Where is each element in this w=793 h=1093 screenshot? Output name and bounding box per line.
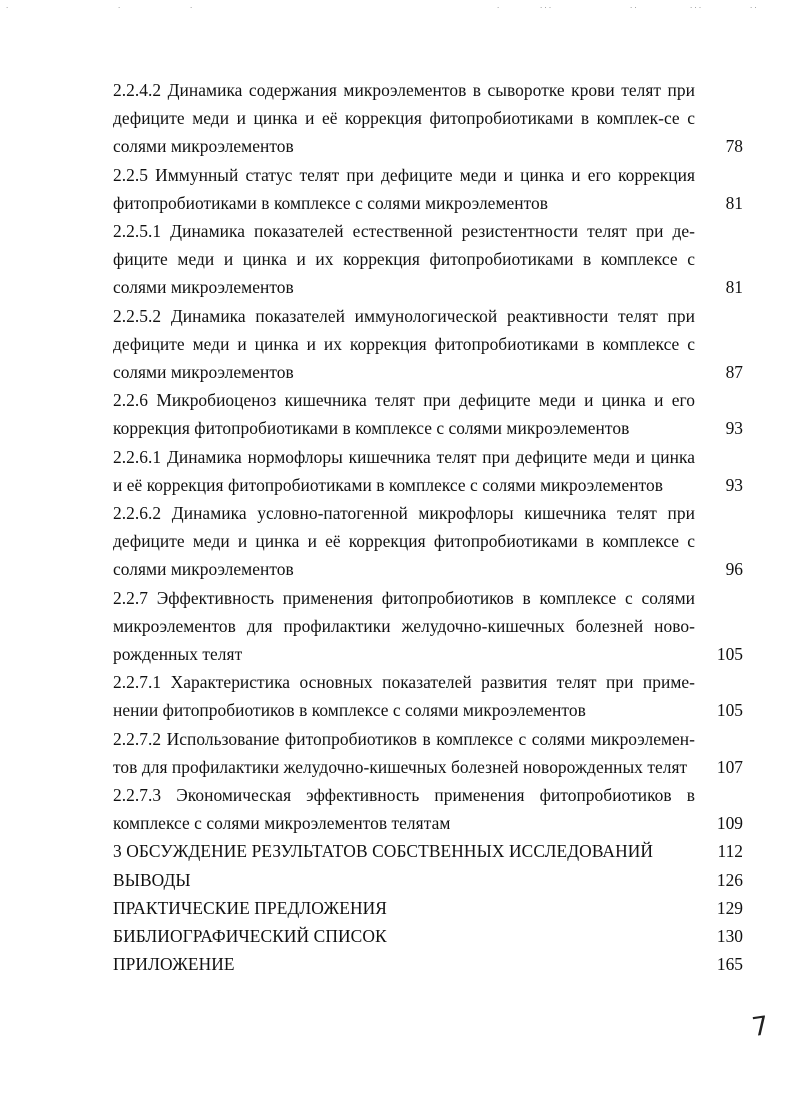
toc-entry-title: 2.2.6.1 Динамика нормофлоры кишечника телят при дефиците меди и цинка и её коррекция фитопробиотиками в комплексе с солями микроэлементов — [113, 446, 695, 495]
toc-entry-page: 81 — [725, 192, 743, 213]
toc-entry-title: 2.2.7.2 Использование фитопробиотиков в комплексе с солями микроэлемен-тов для профилактики желудочно-кишечных болезней новорожденных телят — [113, 728, 695, 777]
scan-dot: · — [6, 4, 9, 12]
toc-entry-page: 105 — [716, 644, 743, 665]
toc-entry[interactable] — [113, 386, 743, 442]
toc-entry-title: ПРАКТИЧЕСКИЕ ПРЕДЛОЖЕНИЯ — [113, 897, 387, 918]
toc-entry[interactable] — [113, 499, 743, 584]
toc-entry-page: 87 — [725, 362, 743, 383]
toc-entry-page: 107 — [716, 756, 743, 777]
toc-entry[interactable] — [113, 217, 743, 302]
toc-entry-title: 2.2.7.3 Экономическая эффективность применения фитопробиотиков в комплексе с солями микроэлементов телятам — [113, 785, 695, 834]
scan-dot: · — [497, 4, 500, 12]
toc-entry-page: 93 — [725, 474, 743, 495]
toc-entry[interactable] — [113, 894, 743, 922]
toc-entry-title: 2.2.5.2 Динамика показателей иммунологической реактивности телят при дефиците меди и цинка и их коррекция фитопробиотиками в комплексе с солями микроэлементов — [113, 305, 695, 383]
toc-entry[interactable] — [113, 76, 743, 161]
toc-entry-title: 2.2.5.1 Динамика показателей естественной резистентности телят при де-фиците меди и цинка и их коррекция фитопробиотиками в комплексе с солями микроэлементов — [113, 221, 695, 298]
toc-entry-title: 2.2.7.1 Характеристика основных показателей развития телят при приме-нении фитопробиотиков в комплексе с солями микроэлементов — [113, 672, 695, 721]
toc-entry-title: ПРИЛОЖЕНИЕ — [113, 954, 235, 975]
toc-entry[interactable] — [113, 668, 743, 724]
toc-entry-title: 2.2.6.2 Динамика условно-патогенной микрофлоры кишечника телят при дефиците меди и цинка и её коррекция фитопробиотиками в комплексе с солями микроэлементов — [113, 503, 695, 580]
table-of-contents — [113, 76, 743, 979]
toc-entry[interactable] — [113, 443, 743, 499]
toc-entry[interactable] — [113, 725, 743, 781]
toc-entry-title: 2.2.7 Эффективность применения фитопробиотиков в комплексе с солями микроэлементов для профилактики желудочно-кишечных болезней ново-рожденных телят — [113, 587, 695, 665]
toc-entry[interactable] — [113, 866, 743, 894]
toc-entry-title: 2.2.6 Микробиоценоз кишечника телят при дефиците меди и цинка и его коррекция фитопробиотиками в комплексе с солями микроэлементов — [113, 390, 695, 439]
toc-entry-page: 165 — [716, 954, 743, 975]
toc-entry-title: БИБЛИОГРАФИЧЕСКИЙ СПИСОК — [113, 926, 387, 947]
toc-entry-title: 2.2.4.2 Динамика содержания микроэлементов в сыворотке крови телят при дефиците меди и цинка и её коррекция фитопробиотиками в комплек-се с солями микроэлементов — [113, 80, 695, 157]
toc-entry-page: 96 — [725, 559, 743, 580]
scan-dot: · · — [750, 4, 757, 12]
toc-entry[interactable] — [113, 161, 743, 217]
toc-entry-page: 109 — [716, 813, 743, 834]
toc-entry-title: ВЫВОДЫ — [113, 869, 191, 890]
toc-entry-page: 129 — [716, 897, 743, 918]
scan-dot: · · · — [540, 4, 552, 12]
toc-entry[interactable] — [113, 950, 743, 978]
toc-entry[interactable] — [113, 302, 743, 387]
toc-entry-page: 105 — [716, 700, 743, 721]
toc-entry[interactable] — [113, 584, 743, 669]
scan-dot: · — [190, 4, 193, 12]
handwritten-page-number: 7 — [749, 1010, 771, 1044]
toc-entry-page: 126 — [716, 869, 743, 890]
scan-artifacts — [0, 0, 793, 20]
scan-dot: · · — [630, 4, 637, 12]
toc-entry-page: 78 — [725, 136, 743, 157]
toc-entry-title: 3 ОБСУЖДЕНИЕ РЕЗУЛЬТАТОВ СОБСТВЕННЫХ ИССЛЕДОВАНИЙ — [113, 841, 654, 862]
scan-dot: · · · — [690, 4, 702, 12]
toc-entry-page: 93 — [725, 418, 743, 439]
scan-dot: · — [118, 4, 121, 12]
toc-entry-page: 81 — [725, 277, 743, 298]
toc-entry[interactable] — [113, 781, 743, 837]
toc-entry-page: 130 — [716, 926, 743, 947]
toc-entry[interactable] — [113, 837, 743, 865]
toc-entry-title: 2.2.5 Иммунный статус телят при дефиците меди и цинка и его коррекция фитопробиотиками в комплексе с солями микроэлементов — [113, 164, 695, 213]
toc-entry-page: 112 — [717, 841, 743, 862]
toc-entry[interactable] — [113, 922, 743, 950]
